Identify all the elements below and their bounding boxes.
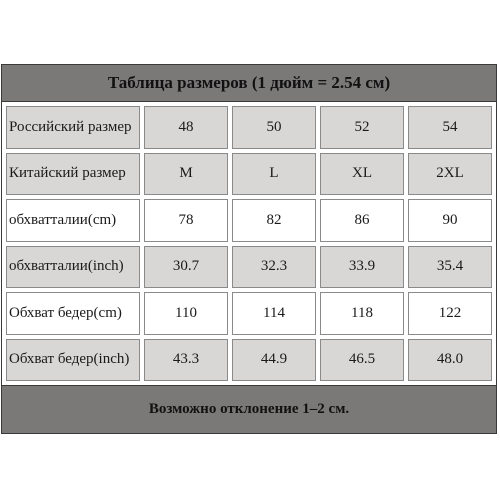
table-cell: 2XL <box>408 153 492 196</box>
table-cell: 122 <box>408 292 492 335</box>
size-grid <box>2 102 496 385</box>
table-cell: 54 <box>408 106 492 149</box>
table-cell: 110 <box>144 292 228 335</box>
table-cell: 86 <box>320 199 404 242</box>
table-cell: 46.5 <box>320 339 404 382</box>
table-cell: 48 <box>144 106 228 149</box>
table-title: Таблица размеров (1 дюйм = 2.54 см) <box>2 65 496 102</box>
table-cell: 48.0 <box>408 339 492 382</box>
row-label: Китайский размер <box>6 153 140 196</box>
table-footer-note: Возможно отклонение 1–2 см. <box>2 385 496 433</box>
size-chart-table <box>1 64 497 434</box>
row-label: Обхват бедер(inch) <box>6 339 140 382</box>
row-label: Российский размер <box>6 106 140 149</box>
table-row-chinese-size <box>6 153 492 196</box>
table-cell: 44.9 <box>232 339 316 382</box>
table-cell: 118 <box>320 292 404 335</box>
table-row-waist-inch <box>6 246 492 289</box>
table-cell: 114 <box>232 292 316 335</box>
table-row-hip-cm <box>6 292 492 335</box>
table-cell: 50 <box>232 106 316 149</box>
table-cell: M <box>144 153 228 196</box>
row-label: обхватталии(inch) <box>6 246 140 289</box>
table-cell: 78 <box>144 199 228 242</box>
table-cell: 32.3 <box>232 246 316 289</box>
table-cell: L <box>232 153 316 196</box>
table-cell: 43.3 <box>144 339 228 382</box>
table-cell: 82 <box>232 199 316 242</box>
table-cell: 33.9 <box>320 246 404 289</box>
table-row-hip-inch <box>6 339 492 382</box>
row-label: Обхват бедер(cm) <box>6 292 140 335</box>
table-row-waist-cm <box>6 199 492 242</box>
table-cell: 35.4 <box>408 246 492 289</box>
row-label: обхватталии(cm) <box>6 199 140 242</box>
table-cell: 30.7 <box>144 246 228 289</box>
table-cell: XL <box>320 153 404 196</box>
table-cell: 90 <box>408 199 492 242</box>
table-cell: 52 <box>320 106 404 149</box>
table-row-russian-size <box>6 106 492 149</box>
